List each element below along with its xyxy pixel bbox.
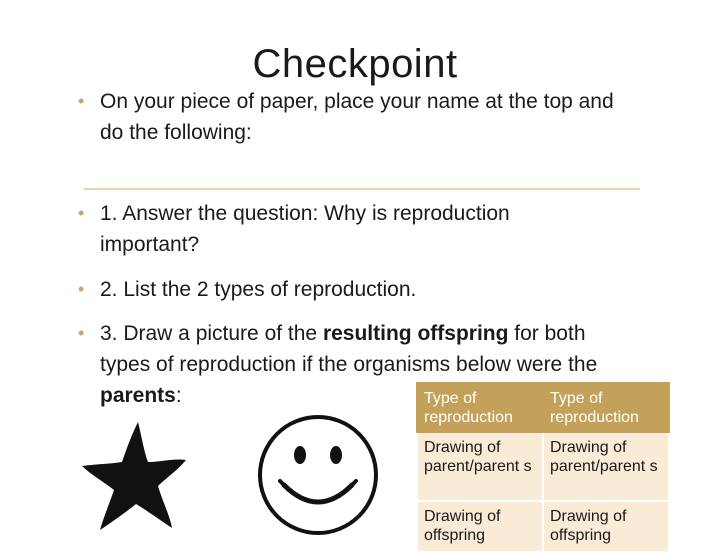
table-header-cell: Type of reproduction [417,383,543,432]
smiley-face-icon [256,413,380,537]
bullet-dot-icon: • [78,323,85,343]
bullet-text-bold-offspring: resulting offspring [322,322,509,345]
divider [84,188,640,190]
table-header-row [417,383,669,432]
bullet-dot-icon: • [78,91,85,111]
page-title: Checkpoint [252,42,458,86]
table-cell: Drawing of parent/parent s [543,432,669,501]
bullet-text: 2. List the 2 types of reproduction. [100,278,417,301]
table-cell: Drawing of parent/parent s [417,432,543,501]
bullet-text-bold-parents: parents [100,384,176,407]
table-row [417,501,669,552]
bullet-text-suffix: : [175,384,182,407]
table-header-cell: Type of reproduction [543,383,669,432]
starfish-icon [80,418,190,536]
bullet-dot-icon: • [78,279,85,299]
bullet-text-prefix: 3. Draw a picture of the [100,322,323,345]
table-cell: Drawing of offspring [417,501,543,552]
table-cell: Drawing of offspring [543,501,669,552]
bullet-question [78,198,598,260]
bullet-instructions [78,86,618,148]
bullet-dot-icon: • [78,203,85,223]
bullet-text: 1. Answer the question: Why is reproduction important? [100,202,510,256]
bullet-text: On your piece of paper, place your name at the top and do the following: [100,90,614,144]
bullet-list-types [78,274,598,305]
bullet-text-middle: for both types of reproduction if the organisms below were the [100,322,598,376]
reproduction-table [416,382,670,553]
table-row [417,432,669,501]
